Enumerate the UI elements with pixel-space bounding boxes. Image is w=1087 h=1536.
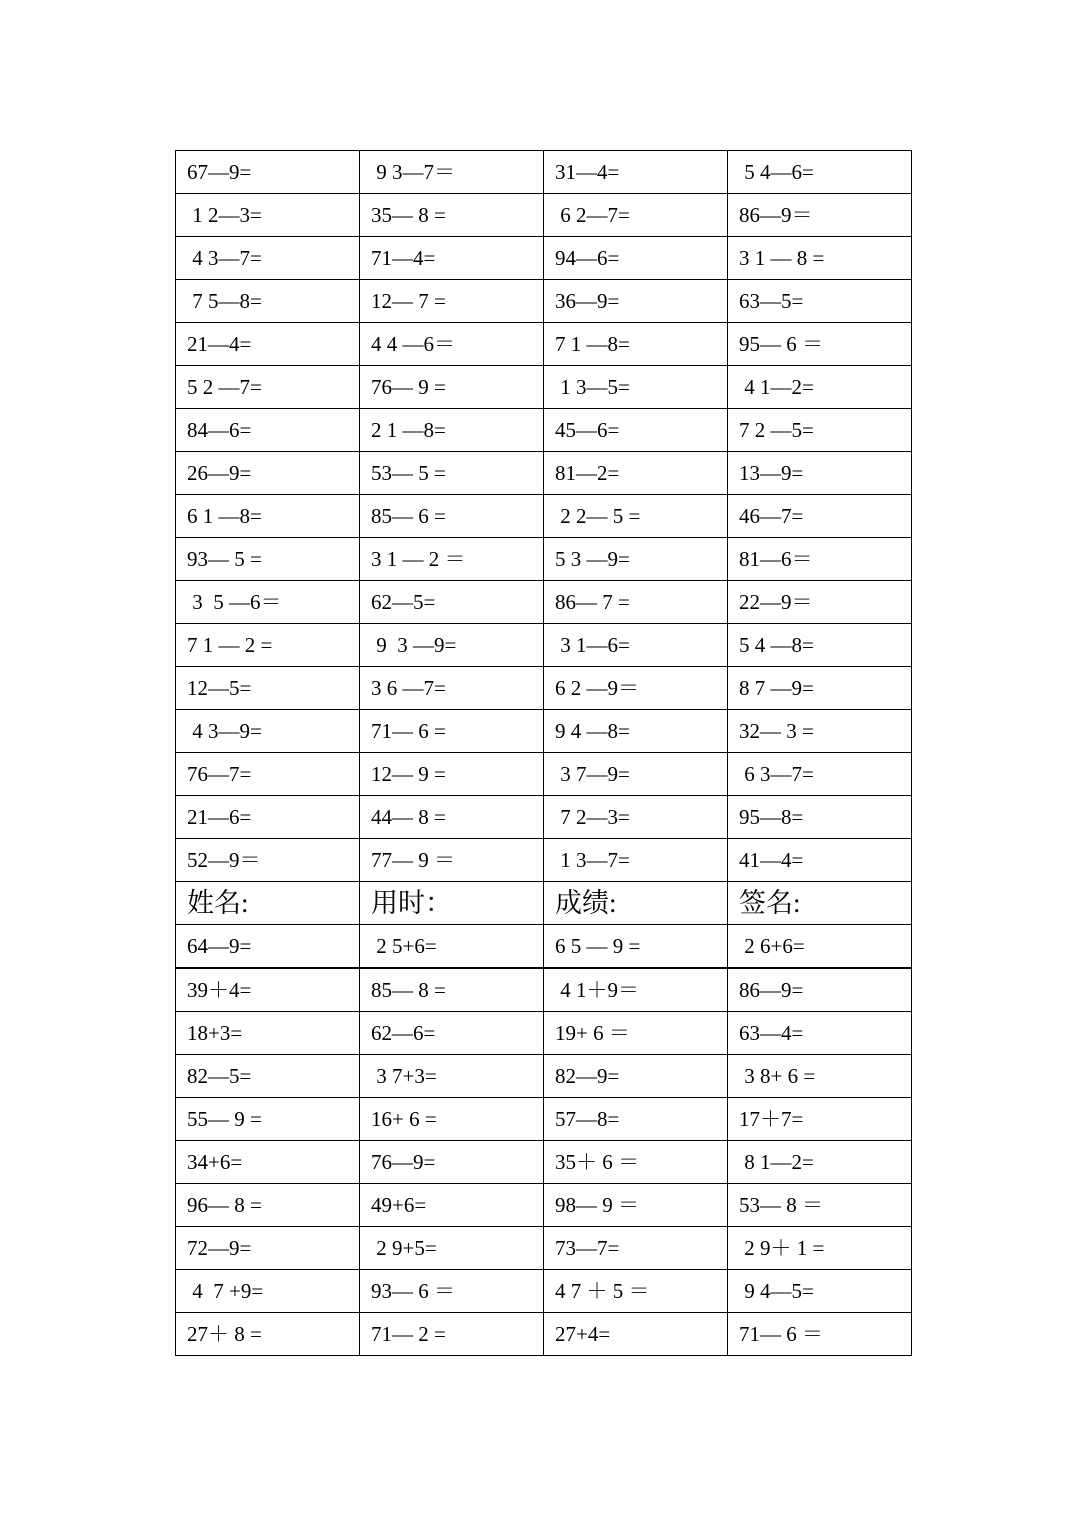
problem-cell: 6 3—7= [728, 753, 912, 796]
problem-cell: 26—9= [176, 452, 360, 495]
problem-cell: 31—4= [544, 151, 728, 194]
problem-cell: 35— 8 = [360, 194, 544, 237]
problem-cell: 4 7 +9= [176, 1270, 360, 1313]
problem-cell: 95— 6 ＝ [728, 323, 912, 366]
problem-row [176, 667, 912, 710]
problem-row [176, 581, 912, 624]
problem-cell: 41—4= [728, 839, 912, 882]
worksheet-page [175, 150, 911, 1356]
problem-cell: 21—6= [176, 796, 360, 839]
problem-cell: 21—4= [176, 323, 360, 366]
problem-cell: 71— 2 = [360, 1313, 544, 1356]
problem-cell: 12—5= [176, 667, 360, 710]
problem-cell: 3 1 — 2 ＝ [360, 538, 544, 581]
problem-cell: 3 6 —7= [360, 667, 544, 710]
problem-cell: 85— 6 = [360, 495, 544, 538]
problem-cell: 12— 9 = [360, 753, 544, 796]
problem-cell: 3 5 —6＝ [176, 581, 360, 624]
problem-cell: 71— 6 = [360, 710, 544, 753]
problem-cell: 2 9+5= [360, 1227, 544, 1270]
problem-cell: 1 3—7= [544, 839, 728, 882]
problem-cell: 81—6＝ [728, 538, 912, 581]
problem-row [176, 710, 912, 753]
problem-cell: 8 1—2= [728, 1141, 912, 1184]
problem-row [176, 839, 912, 882]
problem-row [176, 194, 912, 237]
problem-cell: 39＋4= [176, 968, 360, 1012]
problem-cell: 96— 8 = [176, 1184, 360, 1227]
problem-cell: 7 2 —5= [728, 409, 912, 452]
problem-cell: 9 3 —9= [360, 624, 544, 667]
problem-row [176, 323, 912, 366]
problem-cell: 35＋ 6 ＝ [544, 1141, 728, 1184]
problem-cell: 9 4 —8= [544, 710, 728, 753]
problem-cell: 86— 7 = [544, 581, 728, 624]
problem-cell: 7 2—3= [544, 796, 728, 839]
problem-cell: 49+6= [360, 1184, 544, 1227]
problem-row [176, 1055, 912, 1098]
problem-cell: 55— 9 = [176, 1098, 360, 1141]
problem-row [176, 1141, 912, 1184]
problem-cell: 7 1 —8= [544, 323, 728, 366]
problem-cell: 76—7= [176, 753, 360, 796]
problem-cell: 5 2 —7= [176, 366, 360, 409]
problem-cell: 98— 9 ＝ [544, 1184, 728, 1227]
problem-row [176, 151, 912, 194]
problem-row [176, 1227, 912, 1270]
problem-cell: 4 7 ＋ 5 ＝ [544, 1270, 728, 1313]
problem-cell: 2 9＋ 1 = [728, 1227, 912, 1270]
problem-cell: 77— 9 ＝ [360, 839, 544, 882]
problem-cell: 17＋7= [728, 1098, 912, 1141]
problem-cell: 44— 8 = [360, 796, 544, 839]
problem-cell: 32— 3 = [728, 710, 912, 753]
problem-cell: 4 4 —6＝ [360, 323, 544, 366]
problem-row [176, 1012, 912, 1055]
problem-row [176, 237, 912, 280]
arithmetic-table [175, 150, 912, 1356]
problem-cell: 72—9= [176, 1227, 360, 1270]
problem-cell: 86—9= [728, 968, 912, 1012]
problem-row [176, 1098, 912, 1141]
problem-cell: 1 3—5= [544, 366, 728, 409]
problem-cell: 84—6= [176, 409, 360, 452]
problem-cell: 36—9= [544, 280, 728, 323]
score-label: 成绩: [544, 882, 728, 925]
problem-cell: 5 4 —8= [728, 624, 912, 667]
problem-cell: 5 4—6= [728, 151, 912, 194]
problem-cell: 93— 6 ＝ [360, 1270, 544, 1313]
problem-row [176, 624, 912, 667]
problem-cell: 4 3—7= [176, 237, 360, 280]
problem-cell: 7 5—8= [176, 280, 360, 323]
problem-cell: 2 5+6= [360, 925, 544, 969]
problem-cell: 63—5= [728, 280, 912, 323]
problem-cell: 7 1 — 2 = [176, 624, 360, 667]
problem-row [176, 1313, 912, 1356]
problem-cell: 4 1＋9＝ [544, 968, 728, 1012]
problem-cell: 12— 7 = [360, 280, 544, 323]
problem-row [176, 280, 912, 323]
problem-cell: 27＋ 8 = [176, 1313, 360, 1356]
problem-row [176, 1270, 912, 1313]
problem-cell: 9 3—7＝ [360, 151, 544, 194]
signature-label: 签名: [728, 882, 912, 925]
problem-cell: 67—9= [176, 151, 360, 194]
problem-cell: 19+ 6 ＝ [544, 1012, 728, 1055]
problem-cell: 82—9= [544, 1055, 728, 1098]
problem-cell: 6 2—7= [544, 194, 728, 237]
problem-row [176, 753, 912, 796]
problem-cell: 73—7= [544, 1227, 728, 1270]
problem-cell: 22—9＝ [728, 581, 912, 624]
problem-cell: 45—6= [544, 409, 728, 452]
info-label-row [176, 882, 912, 925]
top-problem-block [176, 151, 912, 882]
problem-cell: 86—9＝ [728, 194, 912, 237]
problem-row [176, 968, 912, 1012]
problem-cell: 8 7 —9= [728, 667, 912, 710]
problem-cell: 3 8+ 6 = [728, 1055, 912, 1098]
problem-row [176, 538, 912, 581]
problem-cell: 81—2= [544, 452, 728, 495]
problem-cell: 76— 9 = [360, 366, 544, 409]
problem-cell: 3 7—9= [544, 753, 728, 796]
problem-cell: 46—7= [728, 495, 912, 538]
problem-cell: 71—4= [360, 237, 544, 280]
bottom-problem-block [176, 925, 912, 1356]
problem-cell: 4 1—2= [728, 366, 912, 409]
problem-cell: 3 1—6= [544, 624, 728, 667]
problem-cell: 93— 5 = [176, 538, 360, 581]
problem-cell: 6 2 —9＝ [544, 667, 728, 710]
problem-cell: 57—8= [544, 1098, 728, 1141]
problem-row [176, 366, 912, 409]
problem-row [176, 1184, 912, 1227]
problem-cell: 6 5 — 9 = [544, 925, 728, 969]
problem-cell: 4 3—9= [176, 710, 360, 753]
name-label: 姓名: [176, 882, 360, 925]
problem-cell: 34+6= [176, 1141, 360, 1184]
problem-cell: 95—8= [728, 796, 912, 839]
problem-cell: 3 7+3= [360, 1055, 544, 1098]
problem-cell: 52—9＝ [176, 839, 360, 882]
problem-cell: 6 1 —8= [176, 495, 360, 538]
problem-cell: 85— 8 = [360, 968, 544, 1012]
problem-cell: 5 3 —9= [544, 538, 728, 581]
problem-cell: 2 2— 5 = [544, 495, 728, 538]
time-label: 用时： [360, 882, 544, 925]
problem-cell: 53— 5 = [360, 452, 544, 495]
problem-row [176, 495, 912, 538]
problem-cell: 2 6+6= [728, 925, 912, 969]
problem-cell: 62—6= [360, 1012, 544, 1055]
problem-cell: 94—6= [544, 237, 728, 280]
problem-cell: 53— 8 ＝ [728, 1184, 912, 1227]
problem-cell: 3 1 — 8 = [728, 237, 912, 280]
problem-cell: 63—4= [728, 1012, 912, 1055]
problem-cell: 76—9= [360, 1141, 544, 1184]
problem-cell: 27+4= [544, 1313, 728, 1356]
problem-cell: 82—5= [176, 1055, 360, 1098]
problem-cell: 71— 6 ＝ [728, 1313, 912, 1356]
problem-row [176, 409, 912, 452]
problem-cell: 18+3= [176, 1012, 360, 1055]
problem-cell: 62—5= [360, 581, 544, 624]
problem-cell: 1 2—3= [176, 194, 360, 237]
problem-row [176, 796, 912, 839]
problem-cell: 16+ 6 = [360, 1098, 544, 1141]
label-row-block [176, 882, 912, 925]
problem-row [176, 452, 912, 495]
problem-cell: 64—9= [176, 925, 360, 969]
problem-row [176, 925, 912, 969]
problem-cell: 9 4—5= [728, 1270, 912, 1313]
problem-cell: 2 1 —8= [360, 409, 544, 452]
problem-cell: 13—9= [728, 452, 912, 495]
